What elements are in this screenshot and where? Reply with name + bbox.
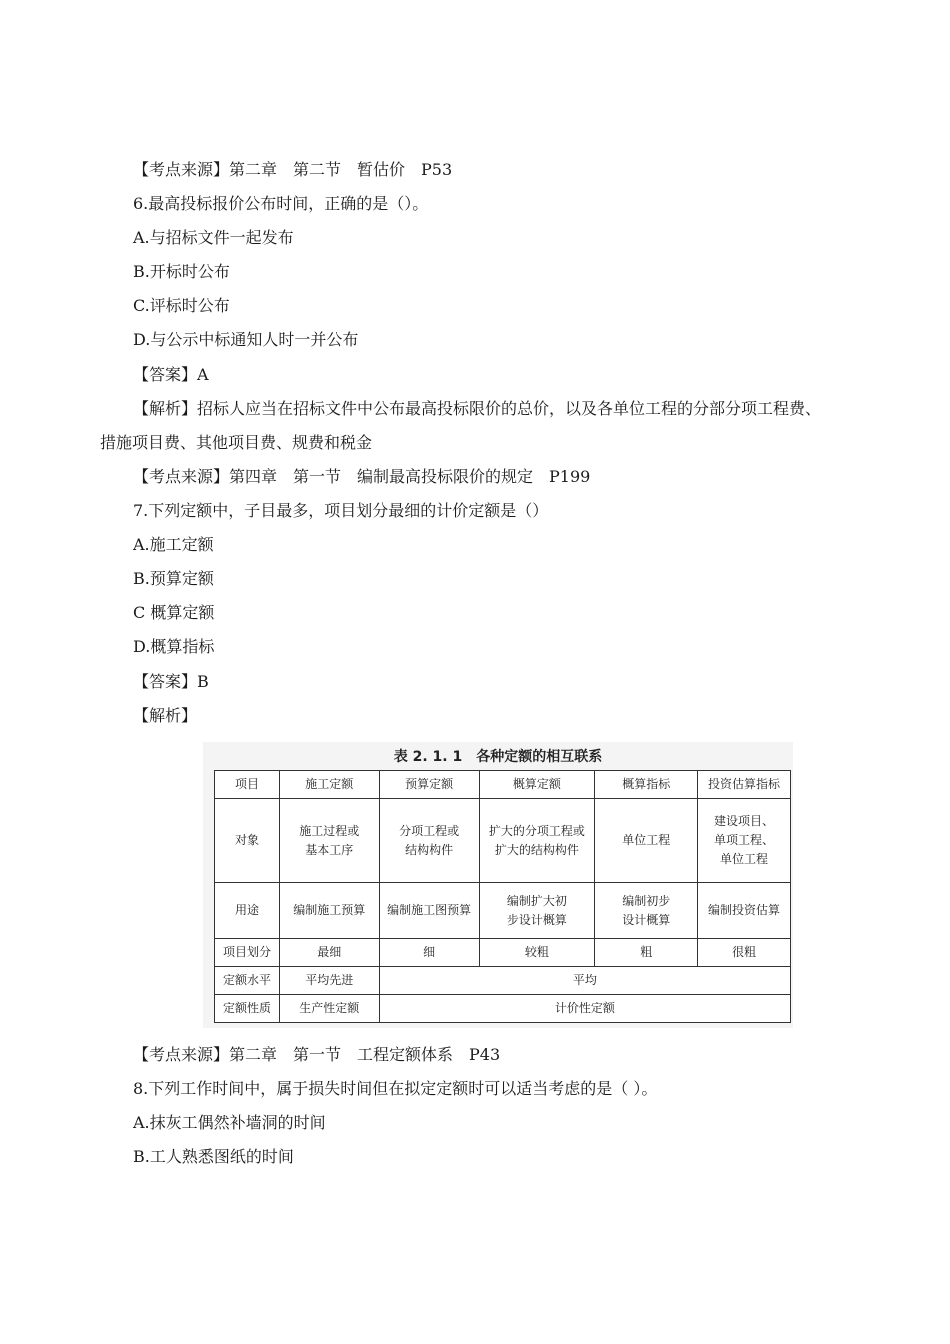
table-cell: 平均先进	[279, 967, 379, 995]
figure-caption: 表 2. 1. 1 各种定额的相互联系	[393, 749, 603, 765]
option-7c: C 概算定额	[133, 603, 215, 622]
option-6a: A.与招标文件一起发布	[133, 228, 294, 247]
answer-6: 【答案】A	[133, 365, 209, 384]
option-8a: A.抹灰工偶然补墙洞的时间	[133, 1113, 326, 1132]
analysis-6-line1: 【解析】招标人应当在招标文件中公布最高投标限价的总价，以及各单位工程的分部分项工程费、	[133, 399, 822, 418]
table-cell: 很粗	[698, 939, 791, 967]
option-6d: D.与公示中标通知人时一并公布	[133, 330, 359, 349]
option-6c: C.评标时公布	[133, 296, 230, 315]
table-cell: 投资估算指标	[698, 771, 791, 799]
table-cell: 用途	[215, 883, 280, 939]
table-cell: 粗	[595, 939, 698, 967]
table-cell: 较粗	[479, 939, 595, 967]
analysis-6-line2: 措施项目费、其他项目费、规费和税金	[100, 433, 373, 452]
table-cell: 预算定额	[379, 771, 479, 799]
question-6: 6.最高投标报价公布时间，正确的是（）。	[133, 194, 429, 213]
table-cell: 编制施工预算	[279, 883, 379, 939]
source-line-q5: 【考点来源】第二章 第二节 暂估价 P53	[133, 160, 453, 179]
analysis-7-label: 【解析】	[133, 706, 198, 725]
source-line-q6: 【考点来源】第四章 第一节 编制最高投标限价的规定 P199	[133, 467, 591, 486]
table-cell: 生产性定额	[279, 995, 379, 1023]
table-cell: 概算定额	[479, 771, 595, 799]
quota-relation-figure	[203, 742, 793, 1028]
question-8: 8.下列工作时间中，属于损失时间但在拟定定额时可以适当考虑的是（ ）。	[133, 1079, 658, 1098]
question-7: 7.下列定额中，子目最多，项目划分最细的计价定额是（）	[133, 501, 549, 520]
table-row-level	[215, 967, 791, 995]
table-cell: 编制施工图预算	[379, 883, 479, 939]
answer-7: 【答案】B	[133, 672, 209, 691]
table-cell: 平均	[379, 967, 790, 995]
source-line-q7: 【考点来源】第二章 第一节 工程定额体系 P43	[133, 1045, 501, 1064]
table-row-division	[215, 939, 791, 967]
table-cell: 建设项目、 单项工程、 单位工程	[698, 799, 791, 883]
table-cell: 定额性质	[215, 995, 280, 1023]
table-row-use	[215, 883, 791, 939]
table-cell: 项目	[215, 771, 280, 799]
table-cell: 编制初步 设计概算	[595, 883, 698, 939]
option-8b: B.工人熟悉图纸的时间	[133, 1147, 294, 1166]
table-cell: 对象	[215, 799, 280, 883]
table-row-nature	[215, 995, 791, 1023]
table-cell: 编制扩大初 步设计概算	[479, 883, 595, 939]
table-cell: 单位工程	[595, 799, 698, 883]
option-7d: D.概算指标	[133, 637, 215, 656]
table-cell: 项目划分	[215, 939, 280, 967]
table-cell: 计价性定额	[379, 995, 790, 1023]
option-7b: B.预算定额	[133, 569, 214, 588]
option-7a: A.施工定额	[133, 535, 214, 554]
table-cell: 定额水平	[215, 967, 280, 995]
table-row-object	[215, 799, 791, 883]
table-cell: 施工过程或 基本工序	[279, 799, 379, 883]
table-cell: 编制投资估算	[698, 883, 791, 939]
table-row-header	[215, 771, 791, 799]
table-cell: 细	[379, 939, 479, 967]
table-cell: 扩大的分项工程或 扩大的结构构件	[479, 799, 595, 883]
table-cell: 概算指标	[595, 771, 698, 799]
table-cell: 最细	[279, 939, 379, 967]
table-cell: 施工定额	[279, 771, 379, 799]
quota-relation-table	[214, 770, 791, 1023]
option-6b: B.开标时公布	[133, 262, 230, 281]
table-cell: 分项工程或 结构构件	[379, 799, 479, 883]
